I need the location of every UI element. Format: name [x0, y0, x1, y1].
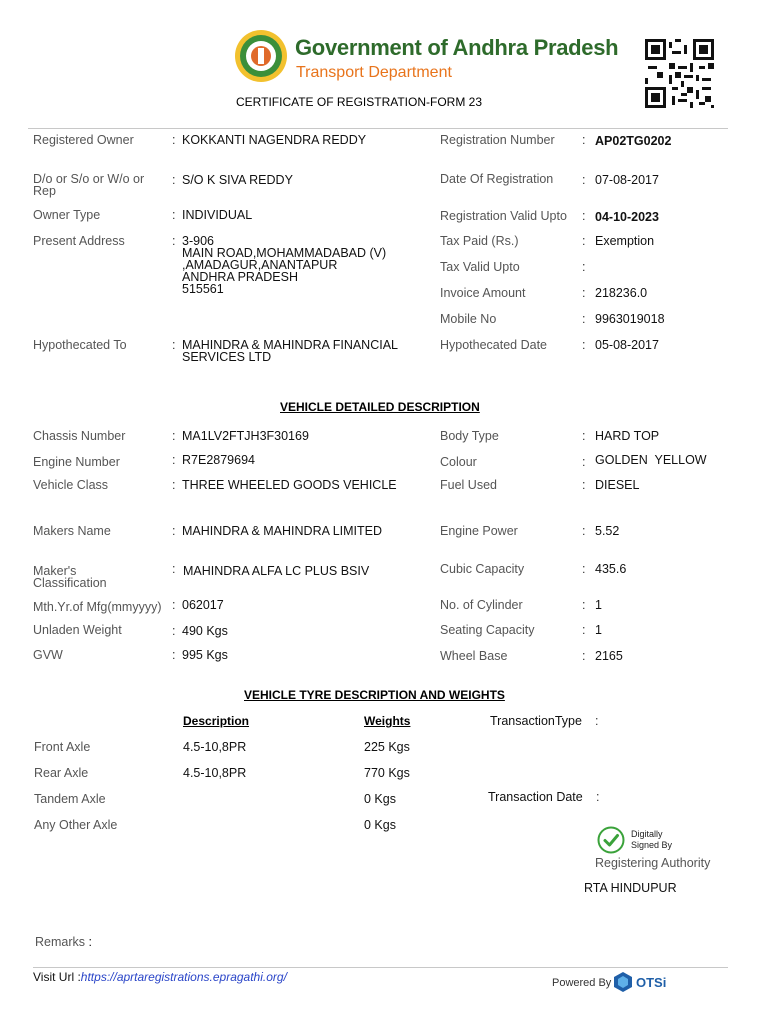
- valid-upto-label: Registration Valid Upto: [440, 209, 567, 223]
- registration-number-value: AP02TG0202: [595, 134, 672, 148]
- tyre-row-weight: 770 Kgs: [364, 766, 410, 780]
- visit-url-link[interactable]: https://aprtaregistrations.epragathi.org/: [80, 970, 287, 984]
- relation-label: D/o or S/o or W/o or Rep: [33, 172, 145, 198]
- colon: :: [582, 260, 586, 274]
- address-label: Present Address: [33, 234, 125, 248]
- tyre-row-description: 4.5-10,8PR: [183, 766, 247, 780]
- vehicle-class-value: THREE WHEELED GOODS VEHICLE: [182, 478, 397, 492]
- colon: :: [595, 714, 599, 728]
- colon: :: [172, 624, 176, 638]
- colon: :: [582, 623, 586, 637]
- tyre-row-axle: Rear Axle: [34, 766, 89, 780]
- tax-paid-label: Tax Paid (Rs.): [440, 234, 519, 248]
- certificate-title: CERTIFICATE OF REGISTRATION-FORM 23: [236, 95, 483, 109]
- invoice-amount-label: Invoice Amount: [440, 286, 526, 300]
- tyre-weights-header: Weights: [364, 714, 411, 728]
- colon: :: [172, 562, 176, 576]
- cylinders-value: 1: [595, 598, 602, 612]
- dept-title: Transport Department: [296, 64, 452, 81]
- tyre-row-axle: Any Other Axle: [34, 818, 118, 832]
- footer-divider: [33, 967, 728, 968]
- tyre-row-description: 4.5-10,8PR: [183, 740, 247, 754]
- unladen-weight-label: Unladen Weight: [33, 623, 122, 637]
- registered-owner-value: KOKKANTI NAGENDRA REDDY: [182, 133, 367, 147]
- visit-label: Visit Url :: [33, 970, 81, 984]
- colon: :: [596, 790, 600, 804]
- wheel-base-label: Wheel Base: [440, 649, 508, 663]
- tax-paid-value: Exemption: [595, 234, 655, 248]
- makers-name-label: Makers Name: [33, 524, 111, 538]
- unladen-weight-value: 490 Kgs: [182, 624, 228, 638]
- mfg-label: Mth.Yr.of Mfg(mmyyyy): [33, 600, 162, 614]
- tyre-row-weight: 225 Kgs: [364, 740, 410, 754]
- header-divider: [28, 128, 728, 129]
- date-of-registration-label: Date Of Registration: [440, 172, 554, 186]
- colon: :: [172, 648, 176, 662]
- colon: :: [582, 133, 586, 147]
- seating-capacity-value: 1: [595, 623, 602, 637]
- registering-authority: Registering Authority: [595, 856, 711, 870]
- visit-url: [33, 970, 287, 984]
- date-of-registration-value: 07-08-2017: [595, 173, 659, 187]
- body-type-value: HARD TOP: [595, 429, 660, 443]
- colon: :: [582, 209, 586, 223]
- body-type-label: Body Type: [440, 429, 499, 443]
- powered-by-label: Powered By: [552, 977, 612, 989]
- seating-capacity-label: Seating Capacity: [440, 623, 535, 637]
- mobile-no-label: Mobile No: [440, 312, 497, 326]
- colon: :: [582, 455, 586, 469]
- mfg-value: 062017: [182, 598, 224, 612]
- colon: :: [172, 133, 176, 147]
- makers-classification-value: MAHINDRA ALFA LC PLUS BSIV: [183, 564, 370, 578]
- colon: :: [172, 234, 176, 248]
- cubic-capacity-value: 435.6: [595, 562, 627, 576]
- engine-power-value: 5.52: [595, 524, 620, 538]
- mobile-no-value: 9963019018: [595, 312, 665, 326]
- colon: :: [172, 478, 176, 492]
- colon: :: [582, 234, 586, 248]
- digitally-signed-line1: Digitally: [631, 829, 663, 839]
- colon: :: [172, 598, 176, 612]
- remarks-label: Remarks :: [35, 935, 92, 949]
- tyre-heading: VEHICLE TYRE DESCRIPTION AND WEIGHTS: [244, 688, 505, 702]
- makers-name-value: MAHINDRA & MAHINDRA LIMITED: [182, 524, 383, 538]
- ap-emblem-logo: [234, 29, 288, 83]
- makers-classification-label: Maker's Classification: [33, 564, 107, 590]
- chassis-number-value: MA1LV2FTJH3F30169: [182, 429, 309, 443]
- colon: :: [582, 478, 586, 492]
- vehicle-details-heading: VEHICLE DETAILED DESCRIPTION: [280, 400, 480, 414]
- address-value: 3-906 MAIN ROAD,MOHAMMADABAD (V) ,AMADAGUR,ANANTAPUR ANDHRA PRADESH 515561: [182, 234, 387, 296]
- colour-label: Colour: [440, 455, 477, 469]
- colon: :: [582, 649, 586, 663]
- colon: :: [172, 208, 176, 222]
- chassis-number-label: Chassis Number: [33, 429, 126, 443]
- fuel-used-label: Fuel Used: [440, 478, 497, 492]
- engine-number-value: R7E2879694: [182, 453, 255, 467]
- digital-signature-check-icon: [597, 826, 625, 854]
- tyre-description-header: Description: [183, 714, 250, 728]
- wheel-base-value: 2165: [595, 649, 623, 663]
- colon: :: [172, 173, 176, 187]
- invoice-amount-value: 218236.0: [595, 286, 648, 300]
- colon: :: [582, 338, 586, 352]
- colon: :: [172, 453, 176, 467]
- fuel-used-value: DIESEL: [595, 478, 640, 492]
- colon: :: [582, 429, 586, 443]
- hypothecated-to-label: Hypothecated To: [33, 338, 127, 352]
- valid-upto-value: 04-10-2023: [595, 210, 659, 224]
- tyre-row-weight: 0 Kgs: [364, 818, 396, 832]
- gvw-label: GVW: [33, 648, 63, 662]
- cubic-capacity-label: Cubic Capacity: [440, 562, 525, 576]
- rta-office: RTA HINDUPUR: [584, 881, 677, 895]
- transaction-type-label: TransactionType: [490, 714, 582, 728]
- colon: :: [582, 286, 586, 300]
- owner-type-value: INDIVIDUAL: [182, 208, 253, 222]
- tax-valid-upto-label: Tax Valid Upto: [440, 260, 520, 274]
- qr-code-icon: [645, 39, 714, 108]
- colon: :: [582, 524, 586, 538]
- colour-value: GOLDEN YELLOW: [595, 453, 707, 467]
- colon: :: [582, 562, 586, 576]
- tyre-row-axle: Front Axle: [34, 740, 91, 754]
- tyre-row-axle: Tandem Axle: [34, 792, 106, 806]
- colon: :: [582, 173, 586, 187]
- hypothecated-date-value: 05-08-2017: [595, 338, 659, 352]
- engine-number-label: Engine Number: [33, 455, 120, 469]
- engine-power-label: Engine Power: [440, 524, 518, 538]
- gov-title: Government of Andhra Pradesh: [295, 35, 619, 60]
- gvw-value: 995 Kgs: [182, 648, 228, 662]
- colon: :: [172, 524, 176, 538]
- relation-value: S/O K SIVA REDDY: [182, 173, 293, 187]
- tyre-row-weight: 0 Kgs: [364, 792, 396, 806]
- hypothecated-to-value: MAHINDRA & MAHINDRA FINANCIAL SERVICES LTD: [182, 338, 399, 364]
- transaction-date-label: Transaction Date: [488, 790, 583, 804]
- colon: :: [582, 312, 586, 326]
- vehicle-class-label: Vehicle Class: [33, 478, 109, 492]
- registered-owner-label: Registered Owner: [33, 133, 134, 147]
- remarks-text: Remarks: [35, 935, 86, 949]
- colon: :: [172, 338, 176, 352]
- otsi-brand: OTSi: [636, 975, 667, 990]
- owner-type-label: Owner Type: [33, 208, 101, 222]
- colon: :: [582, 598, 586, 612]
- digitally-signed-line2: Signed By: [631, 840, 673, 850]
- hypothecated-date-label: Hypothecated Date: [440, 338, 548, 352]
- colon: :: [172, 429, 176, 443]
- otsi-logo-icon: [612, 971, 634, 993]
- registration-number-label: Registration Number: [440, 133, 555, 147]
- cylinders-label: No. of Cylinder: [440, 598, 523, 612]
